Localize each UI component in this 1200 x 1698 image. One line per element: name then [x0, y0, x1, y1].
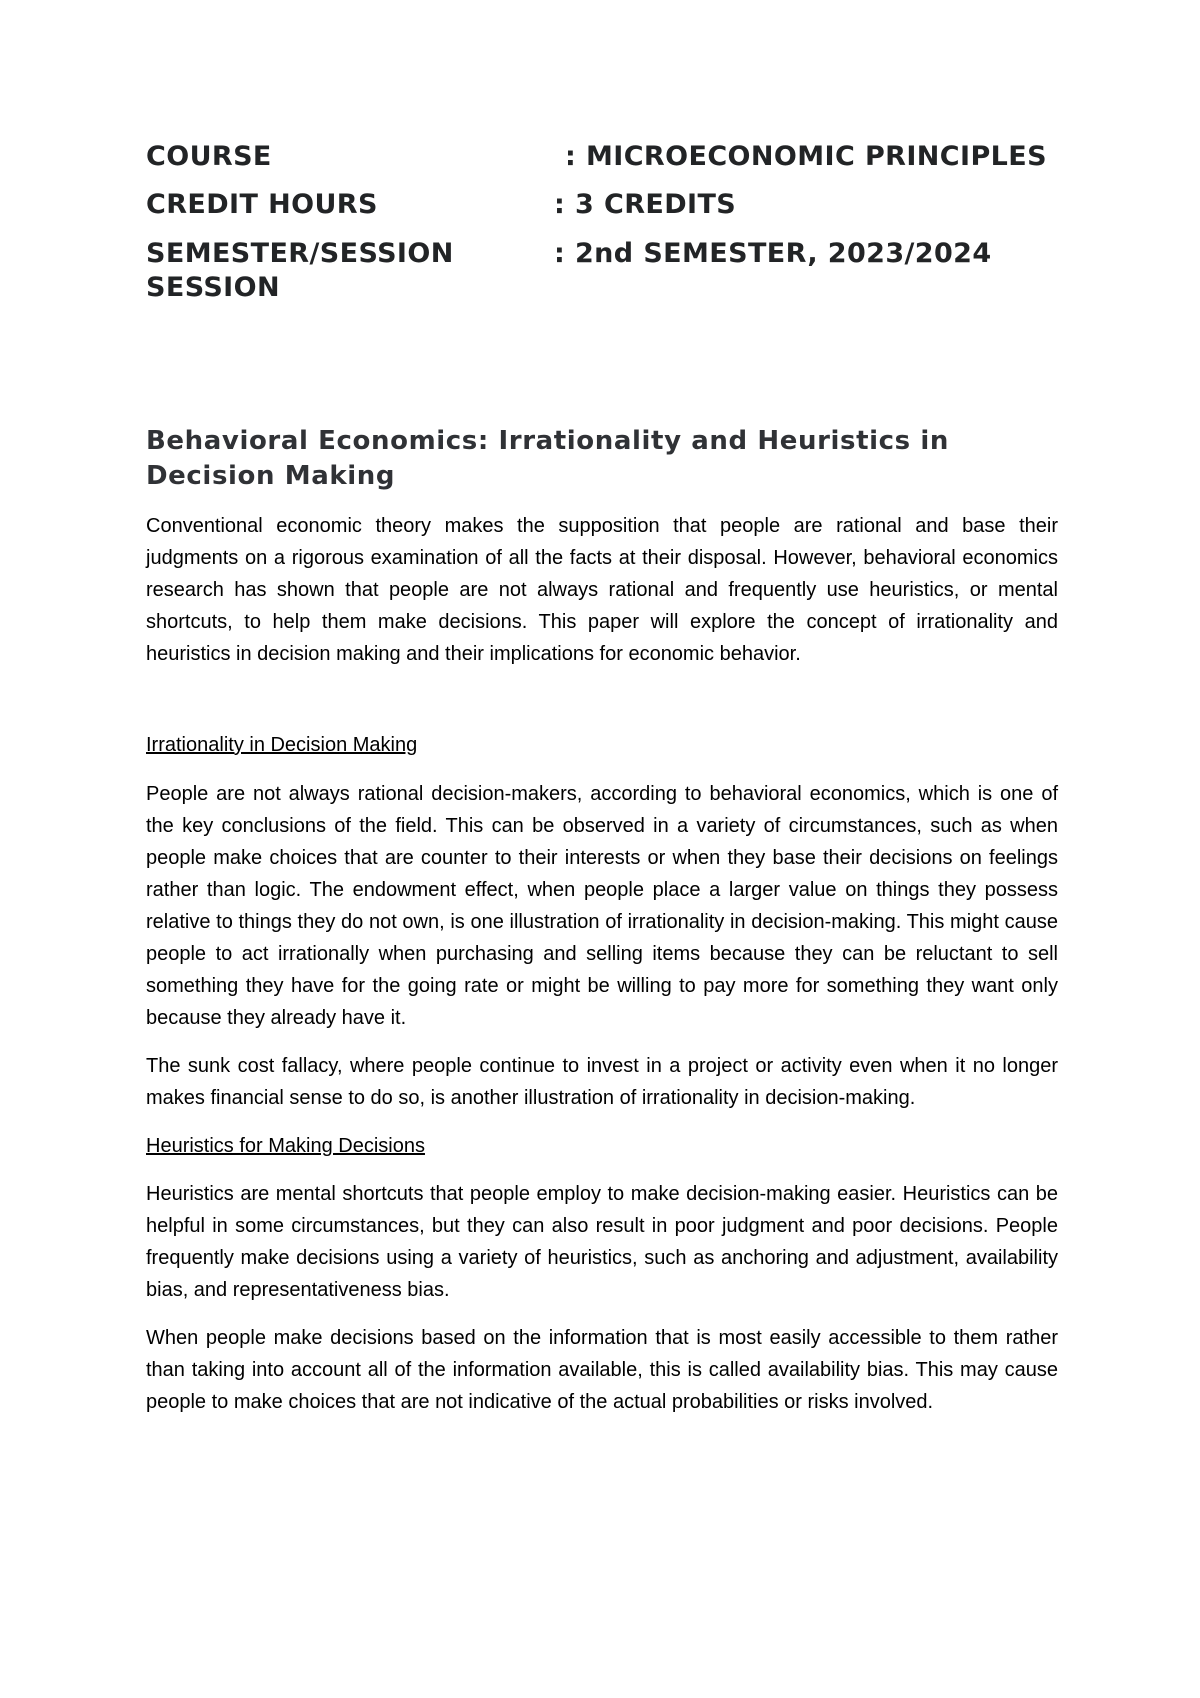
course-row: [146, 140, 1058, 188]
section-heading-heuristics: Heuristics for Making Decisions: [146, 1135, 425, 1157]
credit-hours-value: : 3 CREDITS: [554, 189, 737, 220]
document-title: Behavioral Economics: Irrationality and Heuristics in Decision Making: [146, 426, 950, 491]
heuristics-paragraph-1: Heuristics are mental shortcuts that people employ to make decision-making easier. Heuristics can be helpful in some circumstances, but they can also result in poor judgment and poor decisions. People frequently make decisions using a variety of heuristics, such as anchoring and adjustment, availability bias, and representativeness bias.: [146, 1183, 1058, 1301]
credit-hours-row: [146, 188, 1058, 237]
intro-paragraph: Conventional economic theory makes the supposition that people are rational and base their judgments on a rigorous examination of all the facts at their disposal. However, behavioral economics research has shown that people are not always rational and frequently use heuristics, or mental shortcuts, to help them make decisions. This paper will explore the concept of irrationality and heuristics in decision making and their implications for economic behavior.: [146, 515, 1058, 665]
heuristics-paragraph-2: When people make decisions based on the information that is most easily accessible to them rather than taking into account all of the information available, this is called availability bias. This may cause people to make choices that are not indicative of the actual probabilities or risks involved.: [146, 1327, 1058, 1413]
credit-hours-label: CREDIT HOURS: [146, 189, 378, 220]
document-page: [146, 140, 1058, 1418]
semester-label: SEMESTER/SESSION SESSION: [146, 238, 454, 303]
course-label: COURSE: [146, 141, 272, 172]
irrationality-paragraph-2: The sunk cost fallacy, where people continue to invest in a project or activity even when it no longer makes financial sense to do so, is another illustration of irrationality in decision-making.: [146, 1055, 1058, 1109]
irrationality-paragraph-1: People are not always rational decision-makers, according to behavioral economics, which is one of the key conclusions of the field. This can be observed in a variety of circumstances, such as when people make choices that are counter to their interests or when they base their decisions on feelings rather than logic. The endowment effect, when people place a larger value on things they possess relative to things they do not own, is one illustration of irrationality in decision-making. This might cause people to act irrationally when purchasing and selling items because they can be reluctant to sell something they have for the going rate or might be willing to pay more for something they want only because they already have it.: [146, 783, 1058, 1029]
semester-value: : 2nd SEMESTER, 2023/2024: [554, 238, 992, 269]
section-heading-irrationality: Irrationality in Decision Making: [146, 734, 418, 756]
course-value: : MICROECONOMIC PRINCIPLES: [565, 141, 1047, 172]
semester-row: [146, 237, 1058, 317]
